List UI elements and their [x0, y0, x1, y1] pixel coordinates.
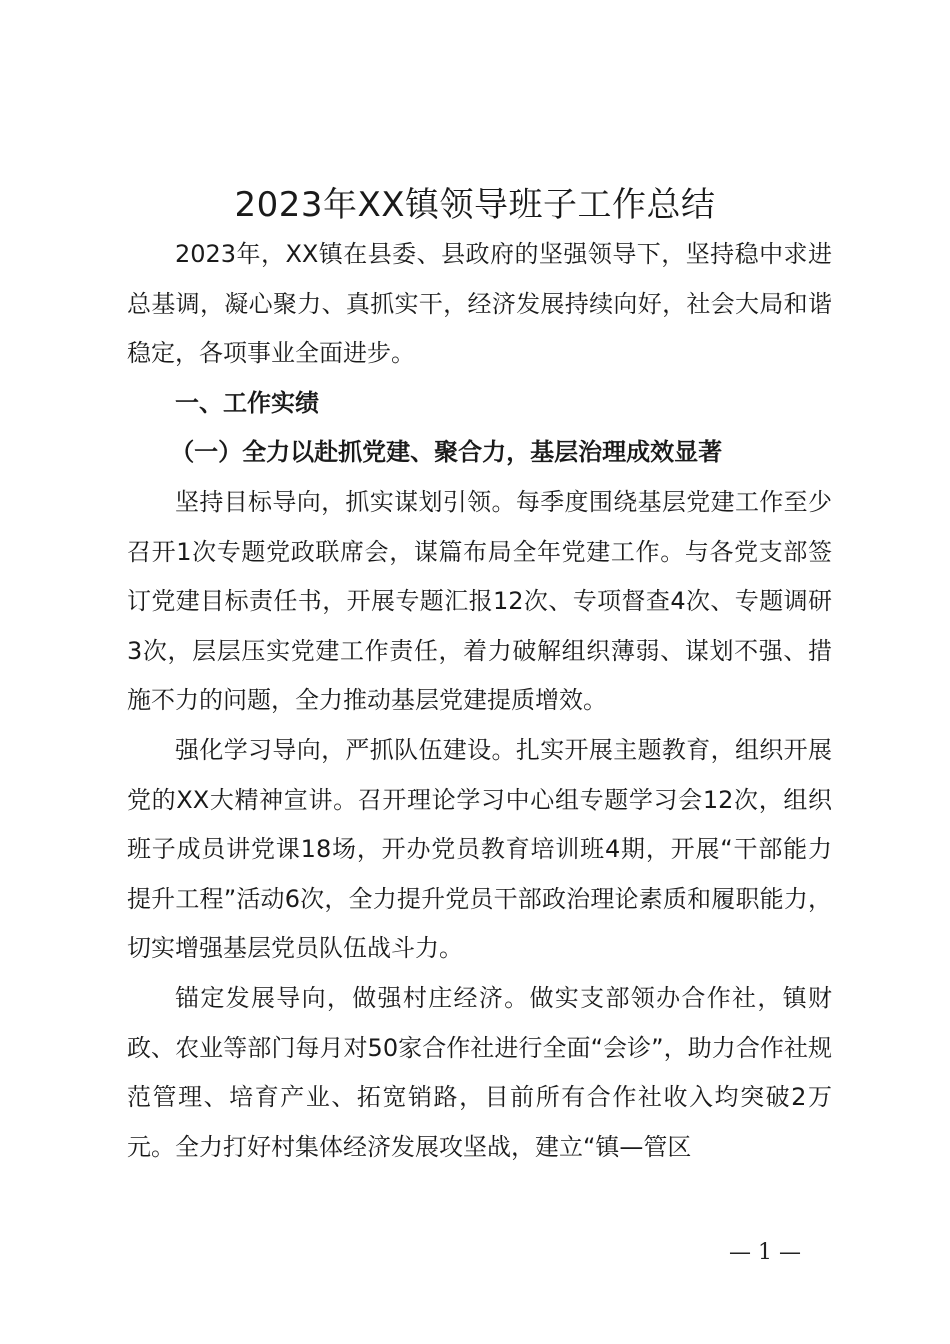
section-heading: 一、工作实绩: [175, 388, 319, 417]
document-title: 2023年XX镇领导班子工作总结: [234, 185, 716, 225]
document-body: [127, 230, 832, 1172]
body-paragraph-3: 锚定发展导向，做强村庄经济。做实支部领办合作社，镇财政、农业等部门每月对50家合作社进行全面“会诊”，助力合作社规范管理、培育产业、拓宽销路，目前所有合作社收入均突破2万元。全力打好村集体经济发展攻坚战，建立“镇—管区: [127, 983, 832, 1161]
page-number: — 1 —: [729, 1240, 801, 1265]
subsection-heading: （一）全力以赴抓党建、聚合力，基层治理成效显著: [170, 438, 723, 467]
body-paragraph-1: 坚持目标导向，抓实谋划引领。每季度围绕基层党建工作至少召开1次专题党政联席会，谋篇布局全年党建工作。与各党支部签订党建目标责任书，开展专题汇报12次、专项督查4次、专题调研3次，层层压实党建工作责任，着力破解组织薄弱、谋划不强、措施不力的问题，全力推动基层党建提质增效。: [127, 487, 832, 715]
intro-paragraph: 2023年，XX镇在县委、县政府的坚强领导下，坚持稳中求进总基调，凝心聚力、真抓实干，经济发展持续向好，社会大局和谐稳定，各项事业全面进步。: [127, 240, 832, 368]
body-paragraph-2: 强化学习导向，严抓队伍建设。扎实开展主题教育，组织开展党的XX大精神宣讲。召开理论学习中心组专题学习会12次，组织班子成员讲党课18场，开办党员教育培训班4期，开展“干部能力提升工程”活动6次，全力提升党员干部政治理论素质和履职能力，切实增强基层党员队伍战斗力。: [127, 735, 832, 963]
